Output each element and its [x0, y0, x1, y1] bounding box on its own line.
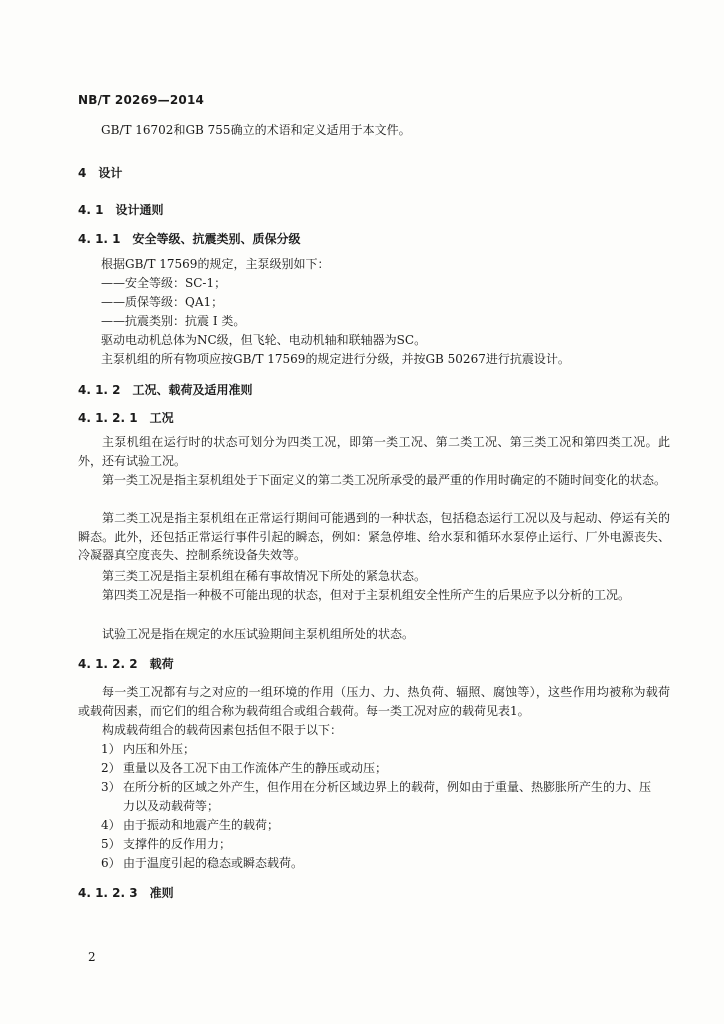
section-4-heading — [78, 164, 122, 181]
list-number: 6） — [101, 856, 121, 870]
section-number: 4. 1. 2 — [78, 383, 121, 397]
list-text: 在所分析的区域之外产生，但作用在分析区域边界上的载荷，例如由于重量、热膨胀所产生的力、压力以及动载荷等； — [123, 780, 652, 813]
list-number: 2） — [101, 761, 121, 775]
section-number: 4. 1. 2. 2 — [78, 657, 138, 671]
conditions-paragraph: 第二类工况是指主泵机组在正常运行期间可能遇到的一种状态，包括稳态运行工况以及与起动、停运有关的瞬态。此外，还包括正常运行事件引起的瞬态，例如：紧急停堆、给水泵和循环水泵停止运行、厂外电源丧失、冷凝器真空度丧失、控制系统设备失效等。 — [78, 511, 670, 562]
list-number: 3） — [101, 780, 121, 794]
loads-paragraph: 构成载荷组合的载荷因素包括但不限于以下： — [102, 723, 343, 737]
conditions-paragraph: 第四类工况是指一种极不可能出现的状态，但对于主泵机组安全性所产生的后果应予以分析的工况。 — [102, 588, 631, 602]
section-number: 4. 1. 2. 3 — [78, 886, 138, 900]
list-item — [101, 759, 387, 778]
classification-intro: 根据GB/T 17569的规定，主泵级别如下： — [101, 257, 330, 271]
section-4-1-2-2-heading — [78, 655, 174, 672]
section-title: 载荷 — [149, 657, 174, 671]
section-title: 设计 — [98, 166, 123, 180]
list-item — [101, 835, 231, 854]
classification-item: ——抗震类别：抗震 I 类。 — [101, 314, 246, 328]
list-item — [101, 854, 303, 873]
list-item — [101, 816, 279, 835]
list-text: 重量以及各工况下由工作流体产生的静压或动压； — [123, 761, 388, 775]
loads-paragraph: 每一类工况都有与之对应的一组环境的作用（压力、力、热负荷、辐照、腐蚀等），这些作用均被称为载荷或载荷因素，而它们的组合称为载荷组合或组合载荷。每一类工况对应的载荷见表1。 — [78, 685, 670, 718]
section-4-1-2-3-heading — [78, 884, 174, 901]
list-text: 内压和外压； — [123, 742, 196, 756]
list-item — [101, 740, 195, 759]
scope-terms-line: GB/T 16702和GB 755确立的术语和定义适用于本文件。 — [101, 123, 411, 137]
list-text: 由于振动和地震产生的载荷； — [123, 818, 280, 832]
grading-line: 主泵机组的所有物项应按GB/T 17569的规定进行分级，并按GB 50267进行抗震设计。 — [101, 352, 570, 366]
section-title: 准则 — [149, 886, 174, 900]
section-number: 4. 1. 2. 1 — [78, 411, 138, 425]
list-number: 5） — [101, 837, 121, 851]
page-number: 2 — [88, 950, 96, 964]
list-item — [101, 778, 661, 815]
section-4-1-1-heading — [78, 230, 301, 247]
list-text: 由于温度引起的稳态或瞬态载荷。 — [123, 856, 304, 870]
section-title: 安全等级、抗震类别、质保分级 — [132, 232, 301, 246]
conditions-paragraph: 主泵机组在运行时的状态可划分为四类工况，即第一类工况、第二类工况、第三类工况和第四类工况。此外，还有试验工况。 — [78, 435, 670, 468]
section-4-1-2-1-heading — [78, 409, 174, 426]
list-text: 支撑件的反作用力； — [123, 837, 232, 851]
section-number: 4 — [78, 166, 87, 180]
section-number: 4. 1. 1 — [78, 232, 121, 246]
list-number: 1） — [101, 742, 121, 756]
section-number: 4. 1 — [78, 203, 104, 217]
standard-id-header: NB/T 20269—2014 — [78, 93, 205, 107]
section-title: 工况、载荷及适用准则 — [132, 383, 253, 397]
list-number: 4） — [101, 818, 121, 832]
conditions-paragraph: 第一类工况是指主泵机组处于下面定义的第二类工况所承受的最严重的作用时确定的不随时间变化的状态。 — [102, 473, 667, 487]
section-title: 设计通则 — [115, 203, 164, 217]
conditions-paragraph: 试验工况是指在规定的水压试验期间主泵机组所处的状态。 — [102, 627, 415, 641]
conditions-paragraph: 第三类工况是指主泵机组在稀有事故情况下所处的紧急状态。 — [102, 569, 427, 583]
section-4-1-2-heading — [78, 381, 253, 398]
section-4-1-heading — [78, 201, 163, 218]
motor-class-line: 驱动电动机总体为NC级，但飞轮、电动机轴和联轴器为SC。 — [101, 333, 427, 347]
classification-item: ——安全等级：SC-1； — [101, 276, 227, 290]
section-title: 工况 — [149, 411, 174, 425]
classification-item: ——质保等级：QA1； — [101, 295, 224, 309]
